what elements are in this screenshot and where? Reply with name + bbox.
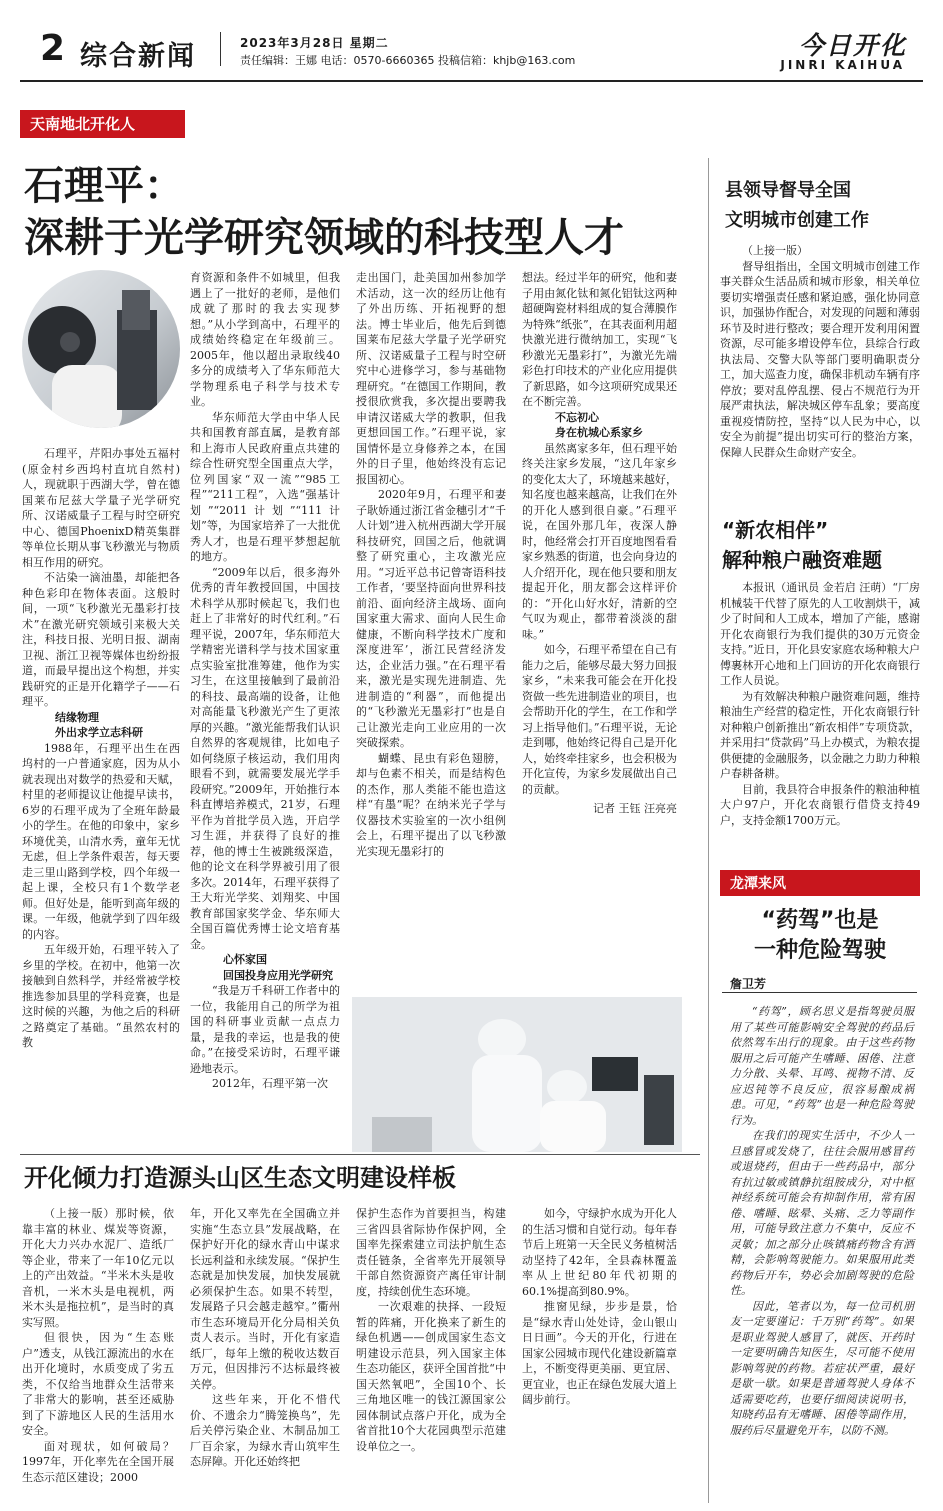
column-body — [730, 1004, 914, 1438]
paragraph: 华东师范大学由中华人民共和国教育部直属，是教育部和上海市人民政府重点共建的综合性研究型全国重点大学，位列国家“双一流”“985工程”“211工程”，入选“强基计划”“2011计划”“111计划”等，为国家培养了一大批优秀人才，也是石理平梦想起航的地方。 — [190, 410, 340, 563]
paragraph: 不沾染一滴油墨，却能把各种色彩印在物体表面。这般时间，一项“飞秒激光无墨彩打技术”在激光研究领域引来极大关注，科技日报、光明日报、湖南卫视、浙江卫视等媒体也纷纷报道，而最早提出这个构想，并实践研究的正是开化籍学子——石理平。 — [22, 571, 180, 708]
main-col-2 — [190, 270, 340, 1092]
byline: 记者 王钰 汪亮亮 — [593, 802, 677, 815]
paragraph: 为有效解决种粮户融资难问题，维持粮油生产经营的稳定性，开化农商银行针对种粮户创新推出“新农相伴”专项贷款，并采用扫“贷款码”马上办模式，为粮农提供便捷的金融服务，以金融之力助力种粮户春耕备耕。 — [720, 689, 920, 780]
second-col-3 — [356, 1206, 506, 1454]
column-headline — [725, 906, 915, 966]
main-col-3 — [356, 270, 506, 859]
sidebar2-headline-line1: “新农相伴” — [722, 518, 829, 542]
paragraph: 1988年，石理平出生在西坞村的一户普通家庭，因为从小就表现出对数学的热爱和天赋，村里的老师提议让他提早读书，6岁的石理平成为了全班年龄最小的学生。在他的印象中，家乡环境优美，山清水秀，童年无忧无虑，但上学条件艰苦，每天要走三里山路到学校，四个年级一起上课，全校只有1个数学老师。但好处是，能听到高年级的课。一年级，他就学到了四年级的内容。 — [22, 741, 180, 941]
masthead-logo: 今日开化 — [798, 31, 907, 60]
paragraph: 想法。经过半年的研究，他和妻子用由氮化钛和氮化铝钛这两种超硬陶瓷材料组成的复合薄膜作为特殊“纸张”，在其表面利用超快激光进行微纳加工，实现“飞秒激光无墨彩打”，为激光先端彩色打印技术的产业化应用提供了新思路，如今这项研究成果还在不断完善。 — [522, 271, 677, 408]
paragraph: 这些年来，开化不惜代价、不遗余力“腾笼换鸟”，先后关停污染企业、木制品加工厂百余家，为绿水青山筑牢生态屏障。开化还始终把 — [190, 1393, 340, 1468]
paragraph: 如今，石理平希望在自己有能力之后，能够尽最大努力回报家乡，“未来我可能会在开化投资做一些先进制造业的项目，也会帮助开化的学生，在工作和学习上指导他们。”石理平说，无论走到哪，他始终记得自己是开化人，始终牵挂家乡，也会积极为开化宣传，为家乡发展做出自己的贡献。 — [522, 643, 677, 796]
paragraph: 面对现状，如何破局？1997年，开化率先在全国开展生态示范区建设；2000 — [22, 1439, 174, 1484]
column-headline-line2: 一种危险驾驶 — [753, 938, 886, 963]
paragraph: 本报讯（通讯员 金若启 汪萌）“厂房机械装干代替了原先的人工收割烘干，减少了时间和人工成本，增加了产能，感谢开化农商银行为我们提供的30万元资金支持。”近日，开化县安家庭农场种粮大户傅裹林开心地和上门回访的开化农商银行工作人员说。 — [720, 581, 920, 687]
paragraph: 一次艰难的抉择、一段短暂的阵痛，开化换来了新生的绿色机遇——创成国家生态文明建设示范县，列入国家主体生态功能区，获评全国首批“中国天然氧吧”，全国10个、长三角地区唯一的钱江源国家公园体制试点落户开化，成为全省首批10个大花园典型示范建设单位之一。 — [356, 1300, 506, 1453]
paragraph: 育资源和条件不如城里，但我遇上了一批好的老师，是他们成就了那时的我去实现梦想。”从小学到高中，石理平的成绩始终稳定在年级前三。2005年，他以超出录取线40多分的成绩考入了华东师范大学物理系电子科学与技术专业。 — [190, 271, 340, 408]
main-headline — [24, 160, 684, 264]
subheading: 身在杭城心系家乡 — [555, 426, 643, 439]
second-col-1 — [22, 1206, 174, 1485]
paragraph: （上接一版） — [742, 244, 808, 257]
subheading: 外出求学立志科研 — [55, 726, 143, 739]
paragraph: 走出国门，赴美国加州参加学术活动，这一次的经历让他有了外出历练、开拓视野的想法。博士毕业后，他先后到德国莱布尼兹大学量子光学研究所、汉诺威量子工程与时空研究中心进修学习，参与基础物理研究。“在德国工作期间，教授很欣赏我，多次提出要聘我申请汉诺威大学的教职，但我更想回国工作。”石理平说，家国情怀是立身修养之本，在国外的日子里，他始终没有忘记报国初心。 — [356, 271, 506, 486]
second-col-4 — [522, 1206, 677, 1408]
header-rule — [20, 80, 923, 82]
sidebar1-headline-line2: 文明城市创建工作 — [725, 210, 869, 231]
paragraph: “2009年以后，很多海外优秀的青年教授回国，中国技术科学从那时候起飞，我们也赶上了非常好的时代红利。”石理平说，2007年，华东师范大学精密光谱科学与技术国家重点实验室批准筹建，他作为实习生，在这里接触到了最前沿的科技、最高端的设备，让他对高能量飞秒激光产生了更浓厚的兴趣。“激光能帮我们认识自然界的客观规律，比如电子如何绕原子核运动，我们用肉眼看不到，就需要发展光学手段研究。”2009年，开始推行本科直博培养模式，21岁，石理平作为首批学员入选，开启学习生涯，并获得了良好的推荐，他的博士生被跳级深造，他的论文在科学界被引用了很多次。2014年，石理平获得了王大珩光学奖、刘翔奖、中国教育部国家奖学金、华东师大全国百篇优秀博士论文培育基金。 — [190, 565, 340, 951]
paragraph: 在我们的现实生活中，不少人一旦感冒或发烧了，往往会服用感冒药或退烧药，但由于一些药品中，部分有抗过敏或镇静抗组胺成分，对中枢神经系统可能会有抑制作用，常有困倦、嗜睡、眩晕、头痛、乏力等副作用，可能导致注意力不集中，反应不灵敏；加之部分止咳镇痛药物含有酒精，会影响驾驶能力。如果服用此类药物后开车，势必会加剧驾驶的危险性。 — [730, 1129, 914, 1297]
paragraph: 保护生态作为首要担当，构建三省四县省际协作保护网，全国率先探索建立司法护航生态责任链条，全省率先开展领导干部自然资源资产离任审计制度，持续创优生态环境。 — [356, 1207, 506, 1298]
page-header — [0, 0, 943, 84]
section-rule — [20, 1154, 700, 1155]
main-headline-line1: 石理平： — [24, 163, 184, 209]
date-line: 2023年3月28日 星期二 — [240, 36, 389, 50]
paragraph: 督导组指出，全国文明城市创建工作事关群众生活品质和城市形象，相关单位要切实增强责任感和紧迫感，强化协同意识，加强协作配合，对发现的问题和薄弱环节及时进行整改；要合理开发利用闲置资源，尽可能多增设停车位，县综合行政执法局、交警大队等部门要明确职责分工，加大巡查力度，确保非机动车辆有序停放；要对乱停乱摆、侵占不规范行为开展严肃执法，解决城区停车乱象；要高度重视疫情防控，坚持“以人民为中心，以安全为前提”提出切实可行的整治方案，保障人民群众生命财产安全。 — [720, 259, 920, 459]
paragraph: 2012年，石理平第一次 — [212, 1077, 328, 1090]
column-author: 詹卫芳 — [730, 977, 767, 991]
second-headline: 开化倾力打造源头山区生态文明建设样板 — [24, 1164, 456, 1192]
sidebar2-headline — [722, 515, 882, 575]
subheading: 心怀家国 — [223, 953, 267, 966]
paragraph: 石理平，芹阳办事处五福村(原金村乡西坞村直坑自然村)人，现就职于西湖大学，曾在德国莱布尼兹大学量子光学研究所、汉诺威量子工程与时空研究中心、德国PhoenixD精英集群等单位长期从事飞秒激光与物质相互作用的研究。 — [22, 447, 180, 569]
paragraph: 目前，我县符合申报条件的粮油种植大户97户，开化农商银行借贷支持49户，支持金额1700万元。 — [720, 782, 920, 827]
sidebar1-body — [720, 243, 920, 460]
paragraph: 因此，笔者以为，每一位司机朋友一定要谨记：千万别“药驾”。如果是职业驾驶人感冒了，就医、开药时一定要明确告知医生，尽可能不使用影响驾驶的药物。若症状严重，最好是歇一歇。如果是普通驾驶人身体不适需要吃药，也要仔细阅读说明书，知晓药品有无嗜睡、困倦等副作用，服药后尽量避免开车，以防不测。 — [730, 1299, 914, 1437]
column-tag-side: 龙潭来风 — [720, 870, 920, 896]
main-col-4 — [522, 270, 677, 817]
paragraph: （上接一版）那时候，依靠丰富的林业、煤炭等资源，开化大力兴办水泥厂、造纸厂等企业，带来了一年10亿元以上的产出效益。“半米木头是收音机，一米木头是电视机，两米木头是拖拉机”，是当时的真实写照。 — [22, 1207, 174, 1329]
paragraph: 推窗见绿，步步是景，恰是“绿水青山处处诗，金山银山日日画”。今天的开化，行进在国家公园城市现代化建设新篇章上，不断变得更美丽、更宜居、更宜业，也正在绿色发展大道上阔步前行。 — [522, 1300, 677, 1406]
main-col-1 — [22, 446, 180, 1051]
column-tag: 天南地北开化人 — [20, 110, 185, 138]
sidebar1-headline — [725, 176, 869, 236]
masthead-logo-en: JINRI KAIHUA — [780, 58, 905, 72]
column-rule — [722, 992, 917, 993]
paragraph: “我是万千科研工作者中的一位，我能用自己的所学为祖国的科研事业贡献一点点力量，是我的幸运，也是我的使命。”在接受采访时，石理平谦逊地表示。 — [190, 984, 340, 1075]
header-divider — [220, 32, 221, 66]
paragraph: 五年级开始，石理平转入了乡里的学校。在初中，他第一次接触到自然科学，并经常被学校推选参加县里的学科竞赛，也是这时候的兴趣，为他之后的科研之路奠定了基础。“虽然农村的教 — [22, 943, 180, 1049]
sidebar2-headline-line2: 解种粮户融资难题 — [722, 548, 882, 572]
second-col-2 — [190, 1206, 340, 1470]
paragraph: “药驾”，顾名思义是指驾驶员服用了某些可能影响安全驾驶的药品后依然驾车出行的现象。由于这些药物服用之后可能产生嗜睡、困倦、注意力分散、头晕、耳鸣、视物不清、反应迟钝等不良反应，很容易酿成祸患。可见，“药驾”也是一种危险驾驶行为。 — [730, 1005, 914, 1127]
page-number: 2 — [40, 28, 66, 69]
portrait-photo — [22, 270, 180, 428]
editor-line: 责任编辑：王娜 电话：0570-6660365 投稿信箱：khjb@163.com — [240, 54, 576, 67]
sidebar1-headline-line1: 县领导督导全国 — [725, 180, 851, 201]
subheading: 结缘物理 — [55, 710, 99, 724]
paragraph: 但很快，因为“生态账户”透支，从钱江源流出的水在出开化境时，水质变成了劣五类，不仅给当地群众生活带来了非常大的影响，甚至还威胁到了下游地区人民的生活用水安全。 — [22, 1331, 174, 1437]
column-headline-line1: “药驾”也是 — [761, 908, 879, 933]
paragraph: 虽然离家多年，但石理平始终关注家乡发展，“这几年家乡的变化太大了，环境越来越好，知名度也越来越高，让我们在外的开化人感到很自豪。”石理平说，在国外那几年，夜深人静时，他经常会打开百度地图看看家乡熟悉的街道，也会向身边的人介绍开化，现在他只要和朋友提起开化，朋友都会这样评价的：“开化山好水好，清新的空气叹为观止，都带着淡淡的甜味。” — [522, 441, 677, 641]
subheading: 不忘初心 — [555, 410, 599, 424]
main-headline-line2: 深耕于光学研究领域的科技型人才 — [24, 215, 624, 261]
section-title: 综合新闻 — [80, 41, 196, 72]
paragraph: 如今，守绿护水成为开化人的生活习惯和自觉行动。每年春节后上班第一天全民义务植树活动坚持了42年，全县森林覆盖率从上世纪80年代初期的60.1%提高到80.9%。 — [522, 1207, 677, 1298]
paragraph: 蝴蝶、昆虫有彩色翅膀，却与色素不相关，而是结构色的杰作，那人类能不能也造这样“有墨”呢？在纳米光子学与仪器技术实验室的一次小组例会上，石理平提出了以飞秒激光实现无墨彩打的 — [356, 751, 506, 858]
paragraph: 2020年9月，石理平和妻子耿娇通过浙江省金穗引才“千人计划”进入杭州西湖大学开展科技研究，回国之后，他就调整了研究重心，主攻激光应用。“习近平总书记曾寄语科技工作者，‘要坚持面向世界科技前沿、面向经济主战场、面向国家重大需求、面向人民生命健康，不断向科学技术广度和深度进军’，浙江民营经济发达，企业活力强。”在石理平看来，激光是实现先进制造、先进制造的“利器”，而他提出的“飞秒激光无墨彩打”也是自己让激光走向工业应用的一次突破探索。 — [356, 488, 506, 749]
lab-photo — [352, 997, 682, 1152]
sidebar2-body — [720, 580, 920, 828]
paragraph: 年，开化又率先在全国确立并实施“生态立县”发展战略，在保护好开化的绿水青山中谋求长远利益和永续发展。“保护生态就是加快发展，加快发展就必须保护生态。如果不转型，发展路子只会越走越窄。”衢州市生态环境局开化分局相关负责人表示。当时，开化有家造纸厂，每年上缴的税收达数百万元，但因排污不达标最终被关停。 — [190, 1207, 340, 1391]
subheading: 回国投身应用光学研究 — [223, 968, 333, 982]
